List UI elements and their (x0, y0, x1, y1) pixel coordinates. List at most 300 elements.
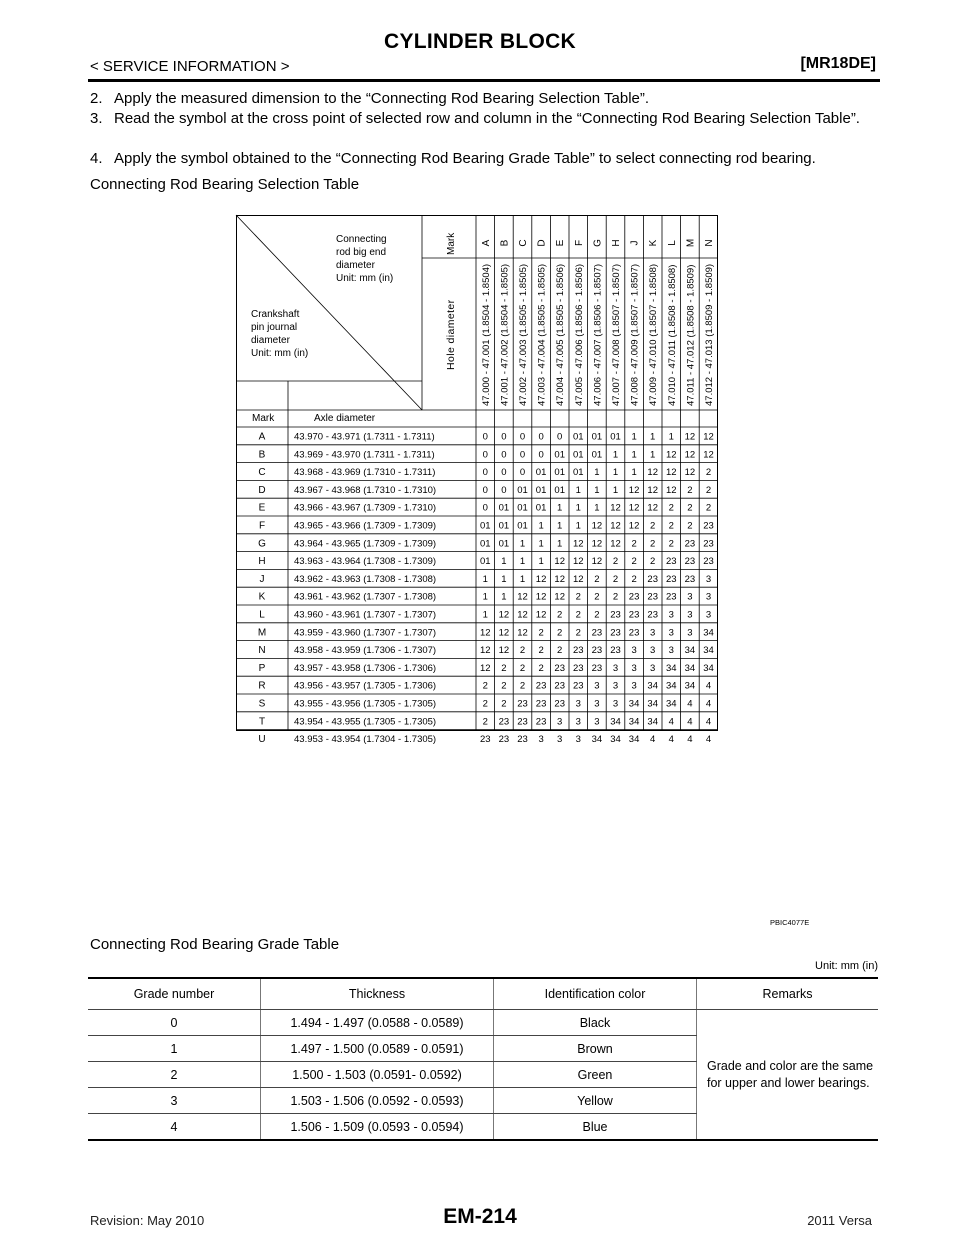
selection-cell: 23 (535, 680, 547, 692)
selection-cell: 0 (482, 449, 488, 461)
selection-cell: 34 (666, 698, 677, 710)
selection-cell: 12 (684, 467, 696, 479)
selection-cell: 4 (668, 734, 674, 746)
selection-cell: 34 (703, 662, 714, 674)
selection-cell: 23 (647, 609, 658, 621)
selection-cell: 34 (610, 734, 621, 746)
selection-cell: 01 (498, 520, 510, 532)
column-mark: F (573, 239, 585, 247)
selection-cell: 23 (666, 591, 677, 603)
table-row (88, 1010, 878, 1036)
selection-cell: 2 (557, 627, 563, 639)
step-text: Read the symbol at the cross point of selected row and column in the “Connecting Rod Bearing Selection Table”. (114, 110, 860, 127)
selection-cell: 2 (482, 680, 488, 692)
step-3 (90, 108, 880, 129)
selection-cell: 1 (668, 431, 674, 443)
selection-cell: 3 (538, 734, 544, 746)
selection-cell: 2 (668, 520, 674, 532)
selection-cell: 12 (647, 484, 658, 496)
selection-table-figure (236, 215, 718, 746)
selection-cell: 3 (631, 680, 637, 692)
row-mark: E (258, 502, 266, 514)
selection-cell: 01 (554, 467, 565, 479)
selection-cell: 3 (668, 645, 674, 657)
selection-cell: 01 (591, 431, 603, 443)
color-cell: Blue (494, 1114, 697, 1141)
selection-cell: 2 (594, 591, 600, 603)
selection-cell: 4 (650, 734, 656, 746)
selection-cell: 01 (573, 467, 584, 479)
selection-cell: 01 (573, 431, 584, 443)
section-label: < SERVICE INFORMATION > (90, 58, 290, 75)
vehicle-label: 2011 Versa (807, 1213, 872, 1228)
thickness-cell: 1.503 - 1.506 (0.0592 - 0.0593) (261, 1088, 494, 1114)
selection-cell: 34 (647, 698, 658, 710)
row-axle-diameter: 43.962 - 43.963 (1.7308 - 1.7308) (294, 573, 437, 585)
selection-cell: 1 (538, 520, 544, 532)
selection-cell: 12 (554, 591, 565, 603)
selection-cell: 3 (612, 662, 619, 674)
selection-cell: 34 (666, 662, 677, 674)
selection-cell: 01 (535, 467, 547, 479)
selection-cell: 01 (573, 449, 584, 461)
selection-cell: 1 (482, 573, 488, 585)
page-number: EM-214 (443, 1205, 517, 1228)
selection-cell: 23 (498, 734, 510, 746)
row-mark: T (258, 716, 266, 728)
selection-cell: 01 (480, 538, 491, 550)
selection-cell: 12 (573, 556, 584, 568)
selection-cell: 4 (705, 734, 712, 746)
selection-cell: 3 (705, 573, 712, 585)
selection-cell: 1 (594, 484, 600, 496)
grade-number-header: Grade number (88, 978, 261, 1010)
row-mark: L (259, 609, 265, 621)
selection-cell: 1 (538, 556, 544, 568)
selection-cell: 0 (501, 431, 507, 443)
selection-cell: 1 (482, 609, 488, 621)
selection-cell: 12 (647, 502, 658, 514)
selection-cell: 2 (594, 609, 600, 621)
row-axle-diameter: 43.963 - 43.964 (1.7308 - 1.7309) (294, 556, 437, 568)
color-cell: Brown (494, 1036, 697, 1062)
selection-cell: 1 (501, 591, 507, 603)
row-axle-diameter: 43.969 - 43.970 (1.7311 - 1.7311) (294, 449, 435, 461)
selection-cell: 23 (591, 645, 603, 657)
selection-cell: 23 (554, 680, 565, 692)
selection-cell: 2 (612, 573, 619, 585)
column-range: 47.010 - 47.011 (1.8508 - 1.8508) (666, 264, 678, 406)
selection-cell: 3 (631, 662, 637, 674)
selection-table (236, 215, 718, 746)
selection-cell: 0 (482, 431, 488, 443)
selection-cell: 23 (591, 662, 603, 674)
selection-cell: 12 (610, 538, 621, 550)
selection-cell: 34 (684, 680, 696, 692)
column-mark: E (555, 239, 567, 247)
selection-cell: 1 (631, 449, 637, 461)
selection-cell: 23 (554, 662, 565, 674)
selection-cell: 12 (591, 538, 603, 550)
color-cell: Green (494, 1062, 697, 1088)
selection-cell: 23 (573, 680, 584, 692)
selection-cell: 23 (554, 698, 565, 710)
grade-table (88, 977, 878, 1141)
row-mark: F (258, 520, 266, 532)
row-mark: G (258, 538, 266, 550)
selection-cell: 2 (575, 627, 581, 639)
selection-cell: 2 (482, 716, 488, 728)
selection-cell: 1 (519, 573, 526, 585)
selection-cell: 12 (610, 520, 621, 532)
grade-table-unit: Unit: mm (in) (815, 960, 878, 972)
selection-cell: 34 (703, 645, 714, 657)
selection-cell: 34 (647, 716, 658, 728)
selection-cell: 01 (517, 520, 528, 532)
selection-cell: 23 (517, 716, 528, 728)
page-title: CYLINDER BLOCK (383, 30, 577, 53)
selection-cell: 2 (538, 662, 544, 674)
selection-cell: 34 (628, 698, 640, 710)
selection-cell: 1 (538, 538, 544, 550)
selection-cell: 2 (650, 538, 656, 550)
row-axle-diameter: 43.958 - 43.959 (1.7306 - 1.7307) (294, 645, 437, 657)
row-mark: C (258, 467, 266, 479)
selection-cell: 01 (535, 484, 547, 496)
row-axle-diameter: 43.953 - 43.954 (1.7304 - 1.7305) (294, 734, 437, 746)
selection-cell: 1 (557, 502, 563, 514)
selection-cell: 3 (594, 716, 600, 728)
selection-cell: 2 (705, 484, 712, 496)
selection-cell: 2 (501, 680, 507, 692)
step-2 (90, 88, 880, 109)
selection-cell: 2 (519, 680, 526, 692)
selection-cell: 12 (666, 449, 677, 461)
row-mark: S (258, 698, 266, 710)
selection-cell: 1 (575, 484, 581, 496)
selection-cell: 34 (628, 716, 640, 728)
selection-cell: 0 (501, 449, 507, 461)
selection-cell: 12 (703, 449, 714, 461)
selection-cell: 34 (628, 734, 640, 746)
grade-table-heading: Connecting Rod Bearing Grade Table (90, 936, 340, 953)
selection-cell: 4 (668, 716, 674, 728)
selection-cell: 12 (480, 662, 491, 674)
color-cell: Black (494, 1010, 697, 1036)
selection-cell: 0 (538, 449, 544, 461)
selection-cell: 01 (591, 449, 603, 461)
selection-cell: 23 (517, 698, 528, 710)
step-number: 3. (90, 110, 103, 127)
column-mark-label: Mark (446, 232, 457, 255)
selection-cell: 1 (594, 502, 600, 514)
selection-cell: 1 (612, 484, 619, 496)
selection-cell: 2 (631, 538, 637, 550)
selection-cell: 23 (647, 591, 658, 603)
selection-cell: 1 (631, 431, 637, 443)
corner-bottom-label: pin journal (251, 322, 298, 333)
column-range: 47.008 - 47.009 (1.8507 - 1.8507) (629, 263, 641, 406)
grade-cell: 3 (88, 1088, 261, 1114)
corner-top-label: Unit: mm (in) (336, 273, 394, 284)
identification-color-header: Identification color (494, 978, 697, 1010)
selection-cell: 2 (650, 556, 656, 568)
thickness-cell: 1.500 - 1.503 (0.0591- 0.0592) (261, 1062, 494, 1088)
selection-cell: 12 (535, 573, 547, 585)
row-mark: M (257, 627, 267, 639)
row-mark-header: Mark (252, 413, 275, 424)
selection-cell: 1 (650, 431, 656, 443)
selection-cell: 12 (610, 502, 621, 514)
selection-cell: 1 (557, 520, 563, 532)
thickness-cell: 1.506 - 1.509 (0.0593 - 0.0594) (261, 1114, 494, 1141)
selection-cell: 12 (666, 467, 677, 479)
selection-cell: 2 (557, 609, 563, 621)
selection-cell: 3 (650, 662, 656, 674)
column-mark: N (704, 239, 715, 247)
selection-cell: 23 (628, 591, 640, 603)
selection-cell: 12 (647, 467, 658, 479)
selection-cell: 3 (594, 680, 600, 692)
thickness-cell: 1.497 - 1.500 (0.0589 - 0.0591) (261, 1036, 494, 1062)
selection-cell: 23 (666, 556, 677, 568)
selection-cell: 12 (573, 538, 584, 550)
selection-cell: 34 (703, 627, 714, 639)
selection-cell: 3 (705, 591, 712, 603)
row-axle-diameter: 43.956 - 43.957 (1.7305 - 1.7306) (294, 680, 437, 692)
selection-cell: 23 (647, 573, 658, 585)
selection-cell: 3 (557, 734, 563, 746)
selection-cell: 0 (519, 449, 526, 461)
selection-cell: 2 (668, 502, 674, 514)
selection-cell: 3 (687, 609, 693, 621)
selection-cell: 2 (705, 502, 712, 514)
step-number: 4. (90, 150, 103, 167)
selection-cell: 2 (594, 573, 600, 585)
selection-cell: 12 (517, 627, 528, 639)
selection-cell: 34 (647, 680, 658, 692)
selection-cell: 0 (482, 484, 488, 496)
selection-cell: 2 (519, 645, 526, 657)
column-range: 47.004 - 47.005 (1.8505 - 1.8506) (555, 263, 567, 406)
selection-cell: 12 (517, 591, 528, 603)
column-range: 47.001 - 47.002 (1.8504 - 1.8505) (499, 263, 511, 406)
selection-cell: 12 (498, 627, 510, 639)
selection-cell: 1 (594, 467, 600, 479)
column-range: 47.000 - 47.001 (1.8504 - 1.8504) (480, 263, 492, 406)
row-mark: D (258, 484, 266, 496)
column-range: 47.006 - 47.007 (1.8506 - 1.8507) (592, 263, 604, 406)
selection-cell: 12 (628, 484, 640, 496)
corner-top-label: diameter (336, 260, 375, 271)
row-axle-diameter: 43.960 - 43.961 (1.7307 - 1.7307) (294, 609, 437, 621)
selection-cell: 34 (610, 716, 621, 728)
selection-cell: 34 (684, 662, 696, 674)
selection-cell: 0 (557, 431, 563, 443)
row-axle-diameter: 43.965 - 43.966 (1.7309 - 1.7309) (294, 520, 437, 532)
selection-cell: 01 (498, 502, 510, 514)
selection-cell: 12 (517, 609, 528, 621)
figure-code: PBIC4077E (770, 918, 810, 927)
grade-cell: 2 (88, 1062, 261, 1088)
row-mark: R (258, 680, 266, 692)
selection-cell: 3 (668, 609, 674, 621)
column-mark: B (499, 239, 511, 247)
selection-cell: 34 (666, 680, 677, 692)
row-mark: U (258, 734, 266, 746)
selection-cell: 01 (517, 502, 528, 514)
selection-cell: 3 (705, 609, 712, 621)
row-axle-diameter: 43.966 - 43.967 (1.7309 - 1.7310) (294, 502, 437, 514)
selection-cell: 12 (628, 502, 640, 514)
selection-cell: 3 (557, 716, 563, 728)
corner-top-label: rod big end (336, 247, 387, 258)
selection-cell: 1 (519, 538, 526, 550)
selection-cell: 23 (573, 662, 584, 674)
selection-cell: 23 (703, 520, 714, 532)
selection-cell: 2 (482, 698, 488, 710)
selection-cell: 1 (482, 591, 488, 603)
step-text: Apply the symbol obtained to the “Connecting Rod Bearing Grade Table” to select connecting rod bearing. (114, 150, 816, 167)
selection-cell: 23 (666, 573, 677, 585)
selection-cell: 0 (519, 431, 526, 443)
selection-cell: 01 (610, 431, 621, 443)
row-mark: B (258, 449, 266, 461)
selection-table-heading: Connecting Rod Bearing Selection Table (90, 176, 360, 193)
selection-cell: 1 (612, 467, 619, 479)
selection-cell: 01 (517, 484, 528, 496)
selection-cell: 2 (575, 591, 581, 603)
row-axle-diameter: 43.968 - 43.969 (1.7310 - 1.7311) (294, 467, 436, 479)
selection-cell: 3 (612, 698, 619, 710)
selection-cell: 01 (554, 484, 565, 496)
selection-cell: 2 (575, 609, 581, 621)
selection-cell: 23 (498, 716, 510, 728)
corner-bottom-label: Crankshaft (251, 309, 300, 320)
selection-cell: 4 (687, 716, 693, 728)
selection-cell: 3 (650, 627, 656, 639)
selection-cell: 12 (554, 556, 565, 568)
selection-cell: 2 (687, 484, 693, 496)
selection-cell: 34 (591, 734, 603, 746)
row-axle-diameter: 43.964 - 43.965 (1.7309 - 1.7309) (294, 538, 437, 550)
row-axle-diameter: 43.967 - 43.968 (1.7310 - 1.7310) (294, 484, 437, 496)
step-4 (90, 148, 880, 169)
row-mark: N (258, 645, 266, 657)
selection-cell: 01 (480, 556, 491, 568)
selection-cell: 0 (482, 502, 488, 514)
selection-cell: 0 (482, 467, 488, 479)
selection-cell: 23 (591, 627, 603, 639)
row-mark: P (258, 662, 266, 674)
selection-cell: 3 (612, 680, 619, 692)
selection-cell: 12 (703, 431, 714, 443)
selection-cell: 4 (705, 716, 712, 728)
selection-cell: 34 (684, 645, 696, 657)
selection-cell: 23 (703, 538, 714, 550)
selection-cell: 23 (610, 627, 621, 639)
selection-cell: 01 (498, 538, 510, 550)
selection-cell: 2 (501, 698, 507, 710)
selection-cell: 3 (575, 716, 581, 728)
selection-cell: 2 (519, 662, 526, 674)
selection-cell: 23 (517, 734, 528, 746)
selection-cell: 1 (501, 556, 507, 568)
selection-cell: 4 (687, 734, 693, 746)
selection-cell: 3 (687, 627, 693, 639)
selection-cell: 2 (705, 467, 712, 479)
selection-cell: 2 (687, 520, 693, 532)
column-range: 47.003 - 47.004 (1.8505 - 1.8505) (536, 263, 548, 406)
selection-cell: 12 (498, 645, 510, 657)
column-mark: L (666, 240, 678, 246)
selection-cell: 1 (631, 467, 637, 479)
selection-cell: 0 (538, 431, 544, 443)
selection-cell: 23 (703, 556, 714, 568)
selection-cell: 12 (480, 645, 491, 657)
column-mark: C (518, 239, 529, 247)
selection-cell: 3 (687, 591, 693, 603)
row-axle-diameter: 43.957 - 43.958 (1.7306 - 1.7306) (294, 662, 437, 674)
selection-cell: 12 (591, 556, 603, 568)
step-text: Apply the measured dimension to the “Connecting Rod Bearing Selection Table”. (114, 90, 650, 107)
selection-cell: 23 (535, 716, 547, 728)
revision-label: Revision: May 2010 (90, 1213, 205, 1228)
corner-bottom-label: diameter (251, 335, 290, 346)
selection-cell: 3 (631, 645, 637, 657)
selection-cell: 12 (480, 627, 491, 639)
row-axle-diameter: 43.954 - 43.955 (1.7305 - 1.7305) (294, 716, 437, 728)
axle-diameter-header: Axle diameter (314, 413, 376, 424)
thickness-header: Thickness (261, 978, 494, 1010)
selection-cell: 2 (668, 538, 674, 550)
selection-cell: 1 (501, 573, 507, 585)
column-range: 47.005 - 47.006 (1.8506 - 1.8506) (573, 263, 585, 406)
selection-cell: 23 (628, 609, 640, 621)
selection-cell: 2 (631, 573, 637, 585)
selection-cell: 12 (498, 609, 510, 621)
selection-cell: 23 (684, 573, 696, 585)
column-mark: D (536, 239, 548, 247)
row-mark: K (258, 591, 266, 603)
selection-cell: 23 (610, 645, 621, 657)
color-cell: Yellow (494, 1088, 697, 1114)
column-range: 47.002 - 47.003 (1.8505 - 1.8505) (518, 263, 529, 406)
selection-cell: 23 (480, 734, 491, 746)
selection-cell: 0 (501, 467, 507, 479)
header-rule (88, 79, 880, 82)
hole-diameter-label: Hole diameter (445, 299, 457, 370)
selection-cell: 2 (538, 645, 544, 657)
selection-cell: 0 (519, 467, 526, 479)
selection-cell: 3 (575, 698, 581, 710)
selection-cell: 12 (535, 609, 547, 621)
selection-cell: 12 (628, 520, 640, 532)
selection-cell: 23 (573, 645, 584, 657)
column-mark: K (648, 239, 660, 247)
grade-cell: 0 (88, 1010, 261, 1036)
selection-cell: 2 (631, 556, 637, 568)
selection-cell: 12 (666, 484, 677, 496)
selection-cell: 4 (705, 680, 712, 692)
selection-cell: 23 (628, 627, 640, 639)
row-axle-diameter: 43.955 - 43.956 (1.7305 - 1.7305) (294, 698, 437, 710)
selection-cell: 2 (501, 662, 507, 674)
column-range: 47.012 - 47.013 (1.8509 - 1.8509) (704, 263, 715, 406)
selection-cell: 0 (501, 484, 507, 496)
column-range: 47.007 - 47.008 (1.8507 - 1.8507) (611, 263, 622, 406)
step-number: 2. (90, 90, 103, 107)
